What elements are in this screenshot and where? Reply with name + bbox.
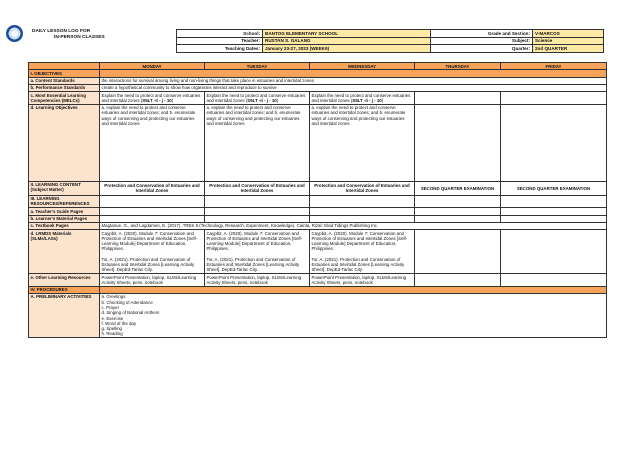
quarter-value: 2nd QUARTER [533,45,604,53]
lo-tuesday: a. explain the need to protect and conserve estuaries and intertidal zones; and b. enumerate ways of conserving and protecting our estuaries and intertidal zones [205,104,310,181]
exam-thursday: SECOND QUARTER EXAMINATION [415,181,501,195]
melc-monday [100,92,205,105]
lo-monday: a. explain the need to protect and conserve estuaries and intertidal zones; and b. enumerate ways of conserving and protecting our estuaries and intertidal zones [100,104,205,181]
performance-standards-label: b. Performance Standards [29,84,100,91]
day-header-row [29,63,607,70]
lrmds-tuesday [205,230,310,274]
melc-code: S5LT -Ii - j - 10 [352,97,382,103]
melc-end: ) [171,97,174,103]
melc-text: Explain the need to protect and conserve estuaries and intertidal zones ( [101,92,201,103]
other-resources-label: e. Other Learning Resources [29,274,100,287]
objectives-heading: I. OBJECTIVES [29,70,100,77]
list-item: f. Word of the day [101,320,137,326]
row-learning-content [29,181,607,195]
lrmds-label: d. LRMDS Materials (SLMs/LASs) [29,230,100,274]
day-tuesday: TUESDAY [205,63,310,70]
row-learning-objectives [29,104,607,181]
content-standards-value: the interactions for survival among living and non-living things that take place in estuaries and intertidal zones [100,77,607,84]
tor-ref: Tor, A. (2021). Protection and Conservation of Estuaries and Intertidal Zones [Learning Activity Sheet]. DepEd-Tarlac City. [311,256,405,273]
list-item: a. Greetings [101,294,126,300]
lrmds-wednesday [310,230,415,274]
day-monday: MONDAY [100,63,205,70]
content-standards-label: a. Content Standards [29,77,100,84]
other-monday: PowerPoint Presentation, laptop, SLMs/Learning Activity Sheets, pens, notebook [100,274,205,287]
school-seal [6,25,23,42]
list-item: b. Checking of Attendance [101,299,153,305]
row-lrmds [29,230,607,274]
grade-value: V-MARCOS [533,30,604,38]
topic-monday: Protection and Conservation of Estuaries and Intertidal Zones [100,181,205,195]
log-title [32,29,105,42]
tor-ref: Tor, A. (2021). Protection and Conservation of Estuaries and Intertidal Zones [Learning Activity Sheet]. DepEd-Tarlac City. [101,256,195,273]
row-melcs [29,92,607,105]
melc-end: ) [276,97,279,103]
performance-standards-value: create a hypothetical community to show how organisms interact and reproduce to survive [100,84,607,91]
section-procedures [29,286,607,293]
row-teachers-guide [29,208,607,215]
school-value: BANTOG ELEMENTARY SCHOOL [263,30,431,38]
lrmds-ref: Caypbit, A. (2020). Module 7: Conservation and Protection of Estuaries and Intertidal Zones [Self-Learning Module] Department of Education, Philippines. [311,230,408,252]
melc-tuesday [205,92,310,105]
exam-friday: SECOND QUARTER EXAMINATION [501,181,607,195]
textbook-value: Magtanue, G., and Lagdamen, E. (2017). TREK 5 (Technology, Research, Experiment, Knowledge). Cainta, Rizal: Glad Tidings Publishing Inc. [100,222,607,229]
day-thursday: THURSDAY [415,63,501,70]
melc-text: Explain the need to protect and conserve estuaries and intertidal zones ( [206,92,306,103]
other-wednesday: PowerPoint Presentation, laptop, SLMs/Learning Activity Sheets, pens, notebook [310,274,415,287]
teachers-guide-label: a. Teacher's Guide Pages [29,208,100,215]
melc-code: S5LT -Ii - j - 10 [247,97,277,103]
day-friday: FRIDAY [501,63,607,70]
textbook-label: c. Textbook Pages [29,222,100,229]
learning-content-label: II. LEARNING CONTENT (Subject Matter) [29,181,100,195]
section-objectives [29,70,607,77]
procedures-heading: IV. PROCEDURES [29,286,100,293]
list-item: e. Exercise [101,315,124,321]
topic-wednesday: Protection and Conservation of Estuaries and Intertidal Zones [310,181,415,195]
log-title-line1: DAILY LESSON LOG FOR [32,29,91,34]
day-wednesday: WEDNESDAY [310,63,415,70]
grade-label: Grade and Section: [431,30,533,38]
row-learners-material [29,215,607,222]
quarter-label: Quarter: [431,45,533,53]
melc-wednesday [310,92,415,105]
melc-text: Explain the need to protect and conserve estuaries and intertidal zones ( [311,92,411,103]
log-title-line2: IN-PERSON CLASSES [54,35,105,41]
topic-tuesday: Protection and Conservation of Estuaries and Intertidal Zones [205,181,310,195]
list-item: d. Singing of National Anthem [101,310,160,316]
teacher-label: Teacher: [177,37,263,45]
row-textbook [29,222,607,229]
header-info-table [176,29,604,53]
school-label: School: [177,30,263,38]
tor-ref: Tor, A. (2021). Protection and Conservation of Estuaries and Intertidal Zones [Learning Activity Sheet]. DepEd-Tarlac City. [206,256,300,273]
list-item: c. Prayer [101,304,120,310]
row-content-standards [29,77,607,84]
learning-objectives-label: d. Learning Objectives [29,104,100,181]
dates-label: Teaching Dates: [177,45,263,53]
row-preliminary [29,293,607,337]
subject-value: Science [533,37,604,45]
melcs-label: c. Most Essential Learning Competencies (MELCs) [29,92,100,105]
list-item: g. Spelling [101,326,123,332]
lrmds-ref: Caypbit, A. (2020). Module 7: Conservation and Protection of Estuaries and Intertidal Zones [Self-Learning Module] Department of Education, Philippines. [101,230,198,252]
melc-end: ) [381,97,384,103]
row-performance-standards [29,84,607,91]
lrmds-monday [100,230,205,274]
preliminary-label: A. PRELIMINARY ACTIVITIES [29,293,100,337]
row-learning-resources [29,195,607,208]
learning-resources-label: III. LEARNING RESOURCES/REFERENCES [29,195,100,208]
list-item: h. Reading [101,331,123,337]
teacher-value: RUSTAN S. GALANG [263,37,431,45]
dates-value: January 23-27, 2023 (WEEK9) [263,45,431,53]
lesson-log-table [28,62,607,338]
preliminary-list [100,293,607,337]
lrmds-ref: Caypbit, A. (2020). Module 7: Conservation and Protection of Estuaries and Intertidal Zones [Self-Learning Module] Department of Education, Philippines. [206,230,303,252]
subject-label: Subject: [431,37,533,45]
learners-material-label: b. Learner's Material Pages [29,215,100,222]
row-other-resources [29,274,607,287]
melc-code: S5LT -Ii - j - 10 [142,97,172,103]
corner-cell [29,63,100,70]
lo-wednesday: a. explain the need to protect and conserve estuaries and intertidal zones; and b. enumerate ways of conserving and protecting our estuaries and intertidal zones [310,104,415,181]
other-tuesday: PowerPoint Presentation, laptop, SLMs/Learning Activity Sheets, pens, notebook [205,274,310,287]
